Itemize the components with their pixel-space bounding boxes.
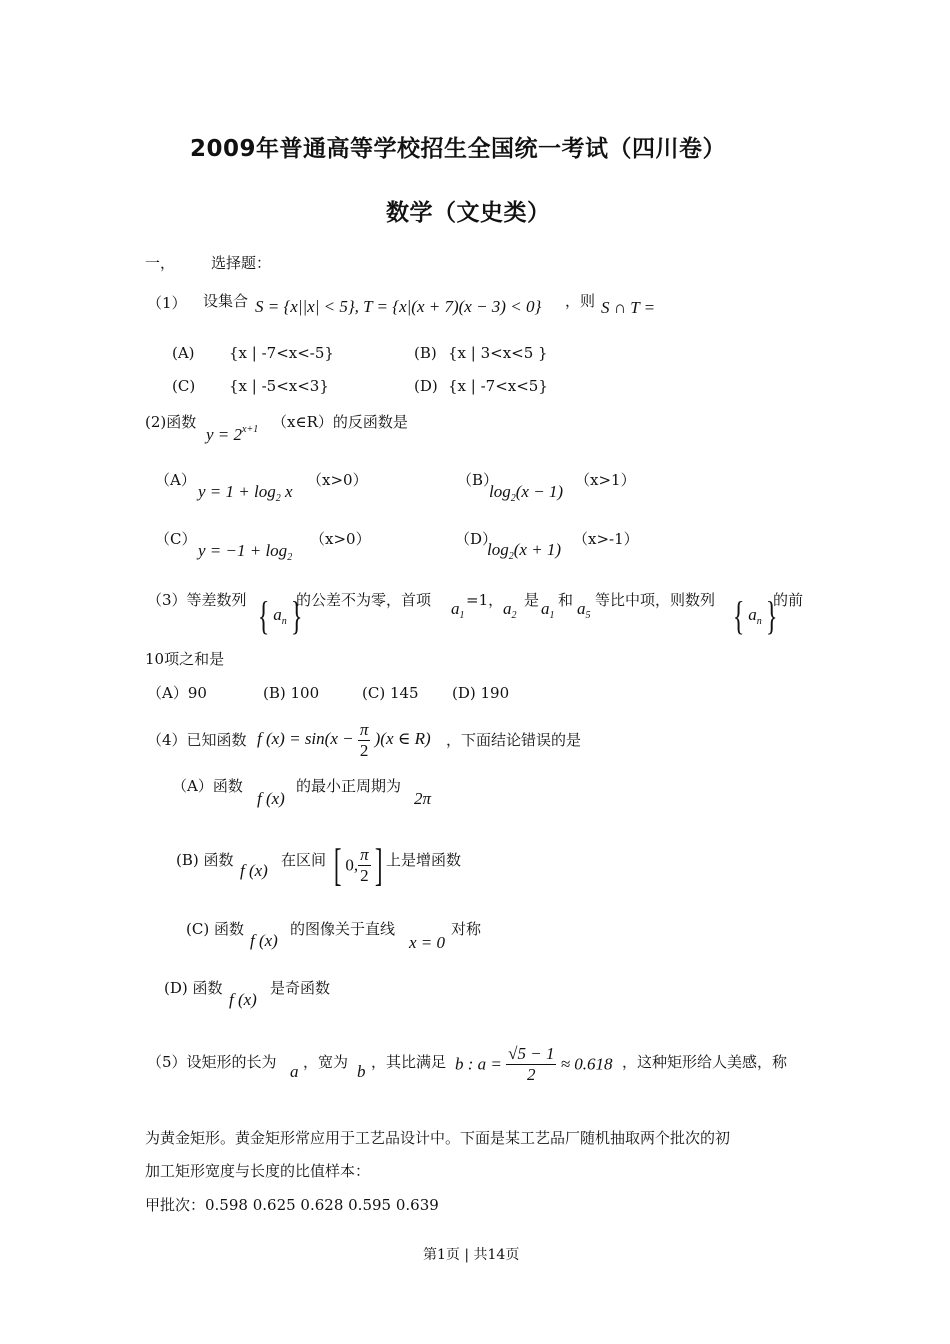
section-title: 选择题： — [211, 254, 272, 272]
q1-option-c: {x | -5<x<3} — [229, 377, 329, 395]
q3-option-a: （A）90 — [147, 684, 207, 702]
q5-a: a — [290, 1062, 299, 1081]
q4-option-b-pre: (B) 函数 — [176, 851, 234, 869]
q3-text-5: 等比中项，则数列 — [595, 591, 716, 609]
q2-option-d-cond: （x>-1） — [573, 530, 639, 548]
q4-option-d-post: 是奇函数 — [270, 979, 331, 997]
q1-intersection: S ∩ T = — [601, 298, 656, 317]
q2-option-b-label: （B） — [457, 471, 499, 489]
q2-option-a-cond: （x>0） — [307, 471, 368, 489]
q5-line-2: 为黄金矩形。黄金矩形常应用于工艺品设计中。下面是某工艺品厂随机抽取两个批次的初 — [145, 1129, 731, 1147]
q3-text-3: 是 — [524, 591, 540, 609]
q3-option-d: (D) 190 — [452, 684, 510, 702]
q4-option-c-pre: (C) 函数 — [186, 920, 244, 938]
q1-option-a: {x | -7<x<-5} — [229, 344, 334, 362]
q1-option-d-label: (D) — [414, 377, 438, 395]
q5-text-3: ，这种矩形给人美感，称 — [622, 1053, 788, 1071]
q1-tail: ，则 — [565, 292, 596, 310]
q3-a5: $a_5$ — [577, 599, 591, 621]
q3-text-1: 的公差不为零，首项 — [296, 591, 432, 609]
q3-text-4: 和 — [558, 591, 574, 609]
q1-option-c-label: (C) — [172, 377, 196, 395]
q2-option-c-label: （C） — [155, 530, 197, 548]
q5-line-3: 加工矩形宽度与长度的比值样本： — [145, 1162, 371, 1180]
q5-number: （5）设矩形的长为 — [147, 1053, 277, 1071]
q2-option-b: $\log_2(x - 1)$ — [489, 482, 564, 504]
q4-tail: ，下面结论错误的是 — [446, 731, 582, 749]
q2-condition: （x∈R）的反函数是 — [272, 413, 408, 431]
q1-number: （1） — [147, 294, 187, 312]
section-number: 一， — [145, 254, 176, 272]
q4-option-c-fx: f (x) — [250, 931, 278, 950]
q4-option-b-fx: f (x) — [240, 861, 268, 880]
q4-option-b-post: 上是增函数 — [386, 851, 462, 869]
q1-option-d: {x | -7<x<5} — [448, 377, 548, 395]
q4-number: （4）已知函数 — [147, 731, 247, 749]
q1-option-b-label: (B) — [414, 344, 437, 362]
q3-a1-again: $a_1$ — [541, 599, 555, 621]
q4-option-a-fx: f (x) — [257, 789, 285, 808]
q2-option-a: $y = 1 + \log_2 x$ — [198, 482, 293, 504]
q1-stem: 设集合 — [203, 292, 249, 310]
q2-option-b-cond: （x>1） — [575, 471, 636, 489]
page-subtitle: 数学（文史类） — [386, 200, 551, 226]
q5-ratio: b : a = $\frac{√5 - 1}{2}$ ≈ 0.618 — [455, 1044, 613, 1084]
q4-function: f (x) = sin(x − $\frac{\pi}{2}$ )(x ∈ R) — [257, 720, 431, 760]
q3-sequence: { $a_n$} — [257, 593, 303, 638]
q3-a2: $a_2$ — [503, 599, 517, 621]
q4-option-b-interval: [ 0, $\frac{\pi}{2}$ ] — [333, 839, 383, 890]
q3-a1: $a_1$ — [451, 599, 465, 621]
q2-option-d: $\log_2(x + 1)$ — [487, 540, 562, 562]
q1-option-b: {x | 3<x<5 } — [448, 344, 548, 362]
q4-option-a-pre: （A）函数 — [172, 777, 243, 795]
q4-option-d-pre: (D) 函数 — [164, 979, 223, 997]
q3-text-6: 的前 — [773, 591, 804, 609]
q2-option-c-cond: （x>0） — [310, 530, 371, 548]
page-title: 2009年普通高等学校招生全国统一考试（四川卷） — [190, 136, 727, 162]
page-footer: 第1页 | 共14页 — [423, 1247, 520, 1263]
q4-option-a-value: 2π — [414, 789, 432, 808]
q2-option-a-label: （A） — [155, 471, 196, 489]
q3-text-2: =1， — [466, 591, 504, 609]
q3-sequence-again: { $a_n$} — [732, 593, 778, 638]
q4-option-d-fx: f (x) — [229, 990, 257, 1009]
q3-option-c: (C) 145 — [362, 684, 419, 702]
q1-sets-formula: S = {x||x| < 5}, T = {x|(x + 7)(x − 3) < 0} — [255, 297, 542, 316]
q1-option-a-label: (A) — [172, 344, 195, 362]
q4-option-b-mid: 在区间 — [281, 851, 327, 869]
q2-number: (2)函数 — [145, 413, 197, 431]
q5-text-2: ，其比满足 — [371, 1053, 447, 1071]
q5-line-4: 甲批次：0.598 0.625 0.628 0.595 0.639 — [145, 1196, 439, 1214]
q4-option-c-line: x = 0 — [409, 933, 446, 952]
q2-function: $y = 2^{x+1}$ — [206, 424, 259, 444]
q4-option-c-post: 对称 — [451, 920, 482, 938]
q5-text-1: ，宽为 — [303, 1053, 349, 1071]
q5-b: b — [357, 1062, 366, 1081]
q2-option-d-label: （D） — [455, 530, 498, 548]
q3-line-2: 10项之和是 — [145, 650, 225, 668]
q2-option-c: $y = -1 + \log_2$ — [198, 541, 293, 563]
q3-option-b: (B) 100 — [263, 684, 320, 702]
q4-option-a-mid: 的最小正周期为 — [296, 777, 402, 795]
q3-number: （3）等差数列 — [147, 591, 247, 609]
q4-option-c-mid: 的图像关于直线 — [290, 920, 396, 938]
